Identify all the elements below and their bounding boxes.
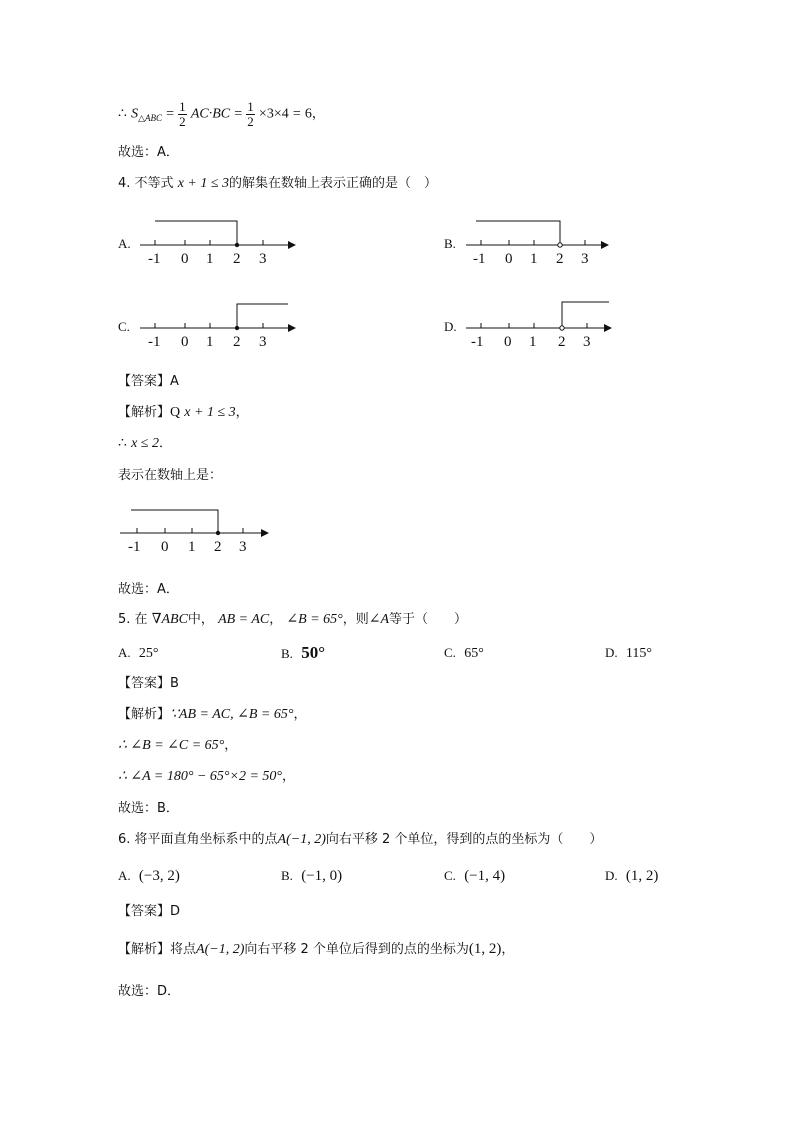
svg-text:0: 0 xyxy=(181,251,189,267)
q5-choose: 故选：B． xyxy=(118,801,179,816)
q4-inequality: x + 1 ≤ 3 xyxy=(177,176,230,191)
q5-analysis-line-2: ∴ ∠B = ∠C = 65°， xyxy=(118,738,238,753)
svg-text:3: 3 xyxy=(239,539,247,555)
svg-text:1: 1 xyxy=(206,251,214,267)
open-dot xyxy=(558,243,562,247)
svg-text:1: 1 xyxy=(530,251,538,267)
svg-text:3: 3 xyxy=(583,334,591,350)
svg-text:2: 2 xyxy=(233,334,241,350)
product-ac-bc: AC·BC xyxy=(190,106,231,122)
q4-solution-number-line xyxy=(118,505,278,555)
q4-number-line-a xyxy=(138,215,298,265)
q4-choose: 故选：A． xyxy=(118,582,179,597)
question-6-stem: 6. 将平面直角坐标系中的点A(−1, 2)向右平移 2 个单位，得到的点的坐标为（ ） xyxy=(118,832,603,847)
q4-option-c-label: C. xyxy=(118,319,130,334)
question-5-stem: 5. 在 ∇ABC中， AB = AC， ∠B = 65°，则∠A等于（ ） xyxy=(118,612,468,627)
q5-analysis-line-3: ∴ ∠A = 180° − 65°×2 = 50°， xyxy=(118,769,296,784)
q5-analysis-line-1: 【解析】∵AB = AC, ∠B = 65°， xyxy=(118,707,307,722)
svg-text:0: 0 xyxy=(505,251,513,267)
svg-text:1: 1 xyxy=(529,334,537,350)
svg-text:-1: -1 xyxy=(473,251,486,267)
q4-number-line-c xyxy=(138,298,298,348)
q6-option-c: C. (−1, 4) xyxy=(444,868,506,884)
q4-answer: 【答案】A xyxy=(118,374,179,389)
area-subscript: △ABC xyxy=(138,113,162,124)
q4-option-b-label: B. xyxy=(444,236,456,251)
svg-text:-1: -1 xyxy=(148,334,161,350)
q5-option-c: C. 65° xyxy=(444,645,484,661)
svg-text:1: 1 xyxy=(188,539,196,555)
q4-analysis-line-2: ∴ x ≤ 2． xyxy=(118,436,172,451)
area-result: 6 xyxy=(304,106,312,122)
closed-dot xyxy=(235,243,239,247)
svg-text:0: 0 xyxy=(504,334,512,350)
question-4-stem: 4. 不等式 x + 1 ≤ 3的解集在数轴上表示正确的是（ ） xyxy=(118,176,438,191)
fraction-half-2: $\frac{1}{2}$ xyxy=(247,99,254,129)
q4-number-line-d xyxy=(464,298,624,348)
q5-answer: 【答案】B xyxy=(118,676,179,691)
svg-text:2: 2 xyxy=(556,251,564,267)
q6-option-d: D. (1, 2) xyxy=(605,868,659,884)
because-symbol: Q xyxy=(170,405,181,420)
equals-2: = xyxy=(234,106,243,122)
q6-choose: 故选：D． xyxy=(118,984,181,999)
closed-dot xyxy=(235,326,239,330)
q6-answer: 【答案】D xyxy=(118,904,181,919)
q5-option-b: B. 50° xyxy=(281,643,325,662)
svg-text:3: 3 xyxy=(581,251,589,267)
q6-option-b: B. (−1, 0) xyxy=(281,868,343,884)
product-numbers: ×3×4 xyxy=(258,106,289,122)
closed-dot xyxy=(216,531,220,535)
svg-text:-1: -1 xyxy=(471,334,484,350)
svg-text:2: 2 xyxy=(558,334,566,350)
q4-option-d-label: D. xyxy=(444,319,457,334)
svg-text:1: 1 xyxy=(206,334,214,350)
area-symbol: S xyxy=(131,106,139,122)
q5-option-a: A. 25° xyxy=(118,645,159,661)
equals-3: = xyxy=(292,106,301,122)
q4-number-line-b xyxy=(464,215,624,265)
prev-answer-choice: 故选：A． xyxy=(118,145,179,160)
svg-text:3: 3 xyxy=(259,251,267,267)
open-dot xyxy=(560,326,564,330)
svg-text:-1: -1 xyxy=(128,539,141,555)
q4-option-a-label: A. xyxy=(118,236,131,251)
fraction-half-1: $\frac{1}{2}$ xyxy=(179,99,186,129)
svg-text:2: 2 xyxy=(233,251,241,267)
q6-analysis-line-1: 【解析】将点A(−1, 2)向右平移 2 个单位后得到的点的坐标为(1, 2)， xyxy=(118,941,515,957)
q6-option-a: A. (−3, 2) xyxy=(118,868,180,884)
svg-text:3: 3 xyxy=(259,334,267,350)
area-formula-line: ∴ $S_{\triangle ABC}$ = $\frac{1}{2}$ AC·BC = $\frac{1}{2}$ ×3×4 = 6， xyxy=(118,99,325,129)
q4-analysis-line-1: 【解析】Q x + 1 ≤ 3， xyxy=(118,405,249,420)
q5-option-d: D. 115° xyxy=(605,645,652,661)
svg-text:0: 0 xyxy=(161,539,169,555)
svg-text:2: 2 xyxy=(214,539,222,555)
svg-text:-1: -1 xyxy=(148,251,161,267)
q4-show-text: 表示在数轴上是： xyxy=(118,468,223,483)
therefore-symbol: ∴ xyxy=(118,106,127,122)
equals-1: = xyxy=(166,106,175,122)
svg-text:0: 0 xyxy=(181,334,189,350)
